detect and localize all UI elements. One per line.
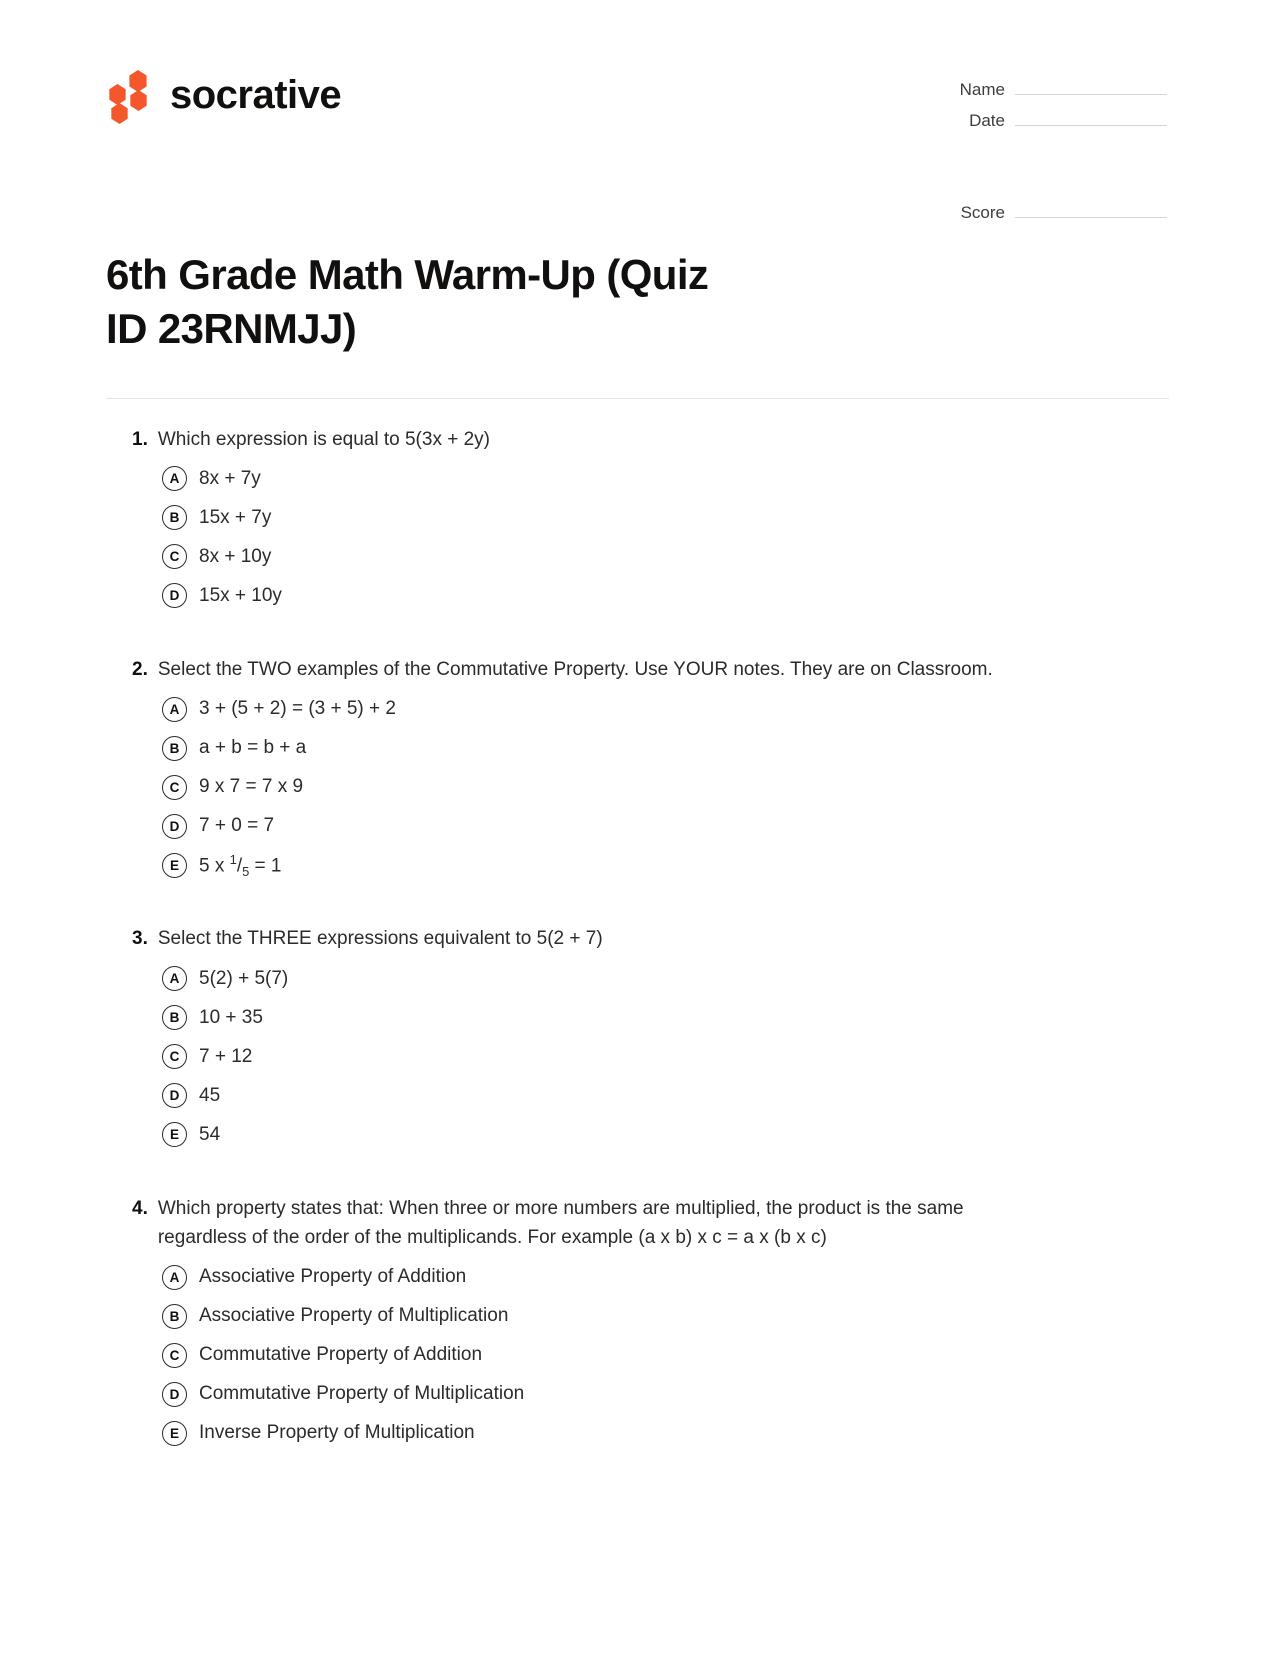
question-header xyxy=(106,1194,1169,1253)
choice-bubble-c[interactable]: C xyxy=(162,1343,187,1368)
choice-label: 8x + 10y xyxy=(199,545,272,567)
score-input-line[interactable] xyxy=(1015,199,1167,218)
question-prompt: Select the THREE expressions equivalent to 5(2 + 7) xyxy=(157,928,603,950)
choice-option[interactable] xyxy=(106,541,1169,573)
fraction-one-fifth: $^1/_5$ xyxy=(229,851,250,879)
choice-list xyxy=(106,1262,1169,1450)
page-title: 6th Grade Math Warm-Up (Quiz ID 23RNMJJ) xyxy=(106,251,709,352)
name-input-line[interactable] xyxy=(1015,76,1167,95)
choice-bubble-a[interactable]: A xyxy=(162,1265,187,1290)
brand-name: socrative xyxy=(170,73,342,117)
question-header xyxy=(106,655,1169,684)
choice-label: 5 x $^1/_5 = 1$ xyxy=(199,850,282,882)
question-number: 3. xyxy=(132,928,148,950)
choice-option[interactable] xyxy=(106,463,1169,495)
choice-list xyxy=(106,693,1169,881)
student-meta-fields xyxy=(927,62,1167,230)
question-number: 1. xyxy=(132,428,148,450)
date-input-line[interactable] xyxy=(1015,107,1167,126)
choice-label: 15x + 10y xyxy=(199,584,282,606)
question-block xyxy=(106,1194,1169,1450)
choice-bubble-c[interactable]: C xyxy=(162,775,187,800)
choice-bubble-b[interactable]: B xyxy=(162,1304,187,1329)
choice-bubble-b[interactable]: B xyxy=(162,736,187,761)
worksheet-header xyxy=(0,0,1275,230)
choice-bubble-a[interactable]: A xyxy=(162,697,187,722)
choice-label: 7 + 0 = 7 xyxy=(199,815,275,837)
question-header xyxy=(106,425,1169,454)
choice-option[interactable] xyxy=(106,693,1169,725)
choice-option[interactable] xyxy=(106,849,1169,881)
question-prompt: Select the TWO examples of the Commutative Property. Use YOUR notes. They are on Classroom. xyxy=(157,658,993,680)
choice-label: Commutative Property of Addition xyxy=(199,1344,483,1366)
choice-label: Associative Property of Multiplication xyxy=(199,1305,509,1327)
choice-bubble-d[interactable]: D xyxy=(162,583,187,608)
question-block xyxy=(106,924,1169,1150)
choice-bubble-d[interactable]: D xyxy=(162,1382,187,1407)
name-label: Name xyxy=(959,80,1005,99)
choice-option[interactable] xyxy=(106,1340,1169,1372)
choice-bubble-c[interactable]: C xyxy=(162,1044,187,1069)
choice-label: 10 + 35 xyxy=(199,1006,263,1028)
choice-label: Associative Property of Addition xyxy=(199,1266,467,1288)
choice-bubble-b[interactable]: B xyxy=(162,505,187,530)
question-block xyxy=(106,425,1169,612)
choice-label: 45 xyxy=(199,1084,221,1106)
choice-label: 9 x 7 = 7 x 9 xyxy=(199,776,304,798)
choice-label: Commutative Property of Multiplication xyxy=(199,1383,525,1405)
choice-option[interactable] xyxy=(106,732,1169,764)
choice-option[interactable] xyxy=(106,963,1169,995)
question-header xyxy=(106,924,1169,953)
date-field-row xyxy=(927,107,1167,131)
choice-label: 15x + 7y xyxy=(199,506,272,528)
name-field-row xyxy=(927,76,1167,100)
choice-option[interactable] xyxy=(106,1119,1169,1151)
choice-option[interactable] xyxy=(106,1041,1169,1073)
choice-option[interactable] xyxy=(106,1262,1169,1294)
choice-label: 54 xyxy=(199,1123,221,1145)
title-zone xyxy=(0,230,830,356)
choice-label: 5(2) + 5(7) xyxy=(199,967,289,989)
question-block xyxy=(106,655,1169,881)
score-field-row xyxy=(927,199,1167,223)
choice-option[interactable] xyxy=(106,1418,1169,1450)
question-number: 2. xyxy=(132,658,148,680)
choice-bubble-c[interactable]: C xyxy=(162,544,187,569)
score-label: Score xyxy=(960,203,1005,222)
choice-option[interactable] xyxy=(106,771,1169,803)
choice-list xyxy=(106,463,1169,612)
choice-bubble-e[interactable]: E xyxy=(162,1421,187,1446)
choice-bubble-a[interactable]: A xyxy=(162,466,187,491)
brand xyxy=(106,62,341,120)
choice-bubble-d[interactable]: D xyxy=(162,1083,187,1108)
choice-label: 7 + 12 xyxy=(199,1045,253,1067)
choice-option[interactable] xyxy=(106,810,1169,842)
choice-option[interactable] xyxy=(106,1080,1169,1112)
choice-bubble-a[interactable]: A xyxy=(162,966,187,991)
choice-list xyxy=(106,963,1169,1151)
choice-option[interactable] xyxy=(106,502,1169,534)
date-label: Date xyxy=(969,111,1005,130)
choice-label: Inverse Property of Multiplication xyxy=(199,1422,475,1444)
question-number: 4. xyxy=(132,1197,148,1219)
question-prompt: Which property states that: When three or more numbers are multiplied, the product is the same regardless of the order of the multiplicands. For example (a x b) x c = a x (b x c) xyxy=(157,1197,964,1249)
socrative-hexagon-logo-icon xyxy=(106,70,154,120)
choice-bubble-e[interactable]: E xyxy=(162,853,187,878)
choice-label: 8x + 7y xyxy=(199,467,261,489)
question-prompt: Which expression is equal to 5(3x + 2y) xyxy=(157,428,490,450)
choice-label: a + b = b + a xyxy=(199,737,307,759)
choice-option[interactable] xyxy=(106,1379,1169,1411)
choice-bubble-b[interactable]: B xyxy=(162,1005,187,1030)
choice-label: 3 + (5 + 2) = (3 + 5) + 2 xyxy=(199,698,396,720)
choice-option[interactable] xyxy=(106,580,1169,612)
choice-bubble-d[interactable]: D xyxy=(162,814,187,839)
questions-list xyxy=(0,399,1275,1450)
choice-option[interactable] xyxy=(106,1002,1169,1034)
choice-bubble-e[interactable]: E xyxy=(162,1122,187,1147)
choice-option[interactable] xyxy=(106,1301,1169,1333)
